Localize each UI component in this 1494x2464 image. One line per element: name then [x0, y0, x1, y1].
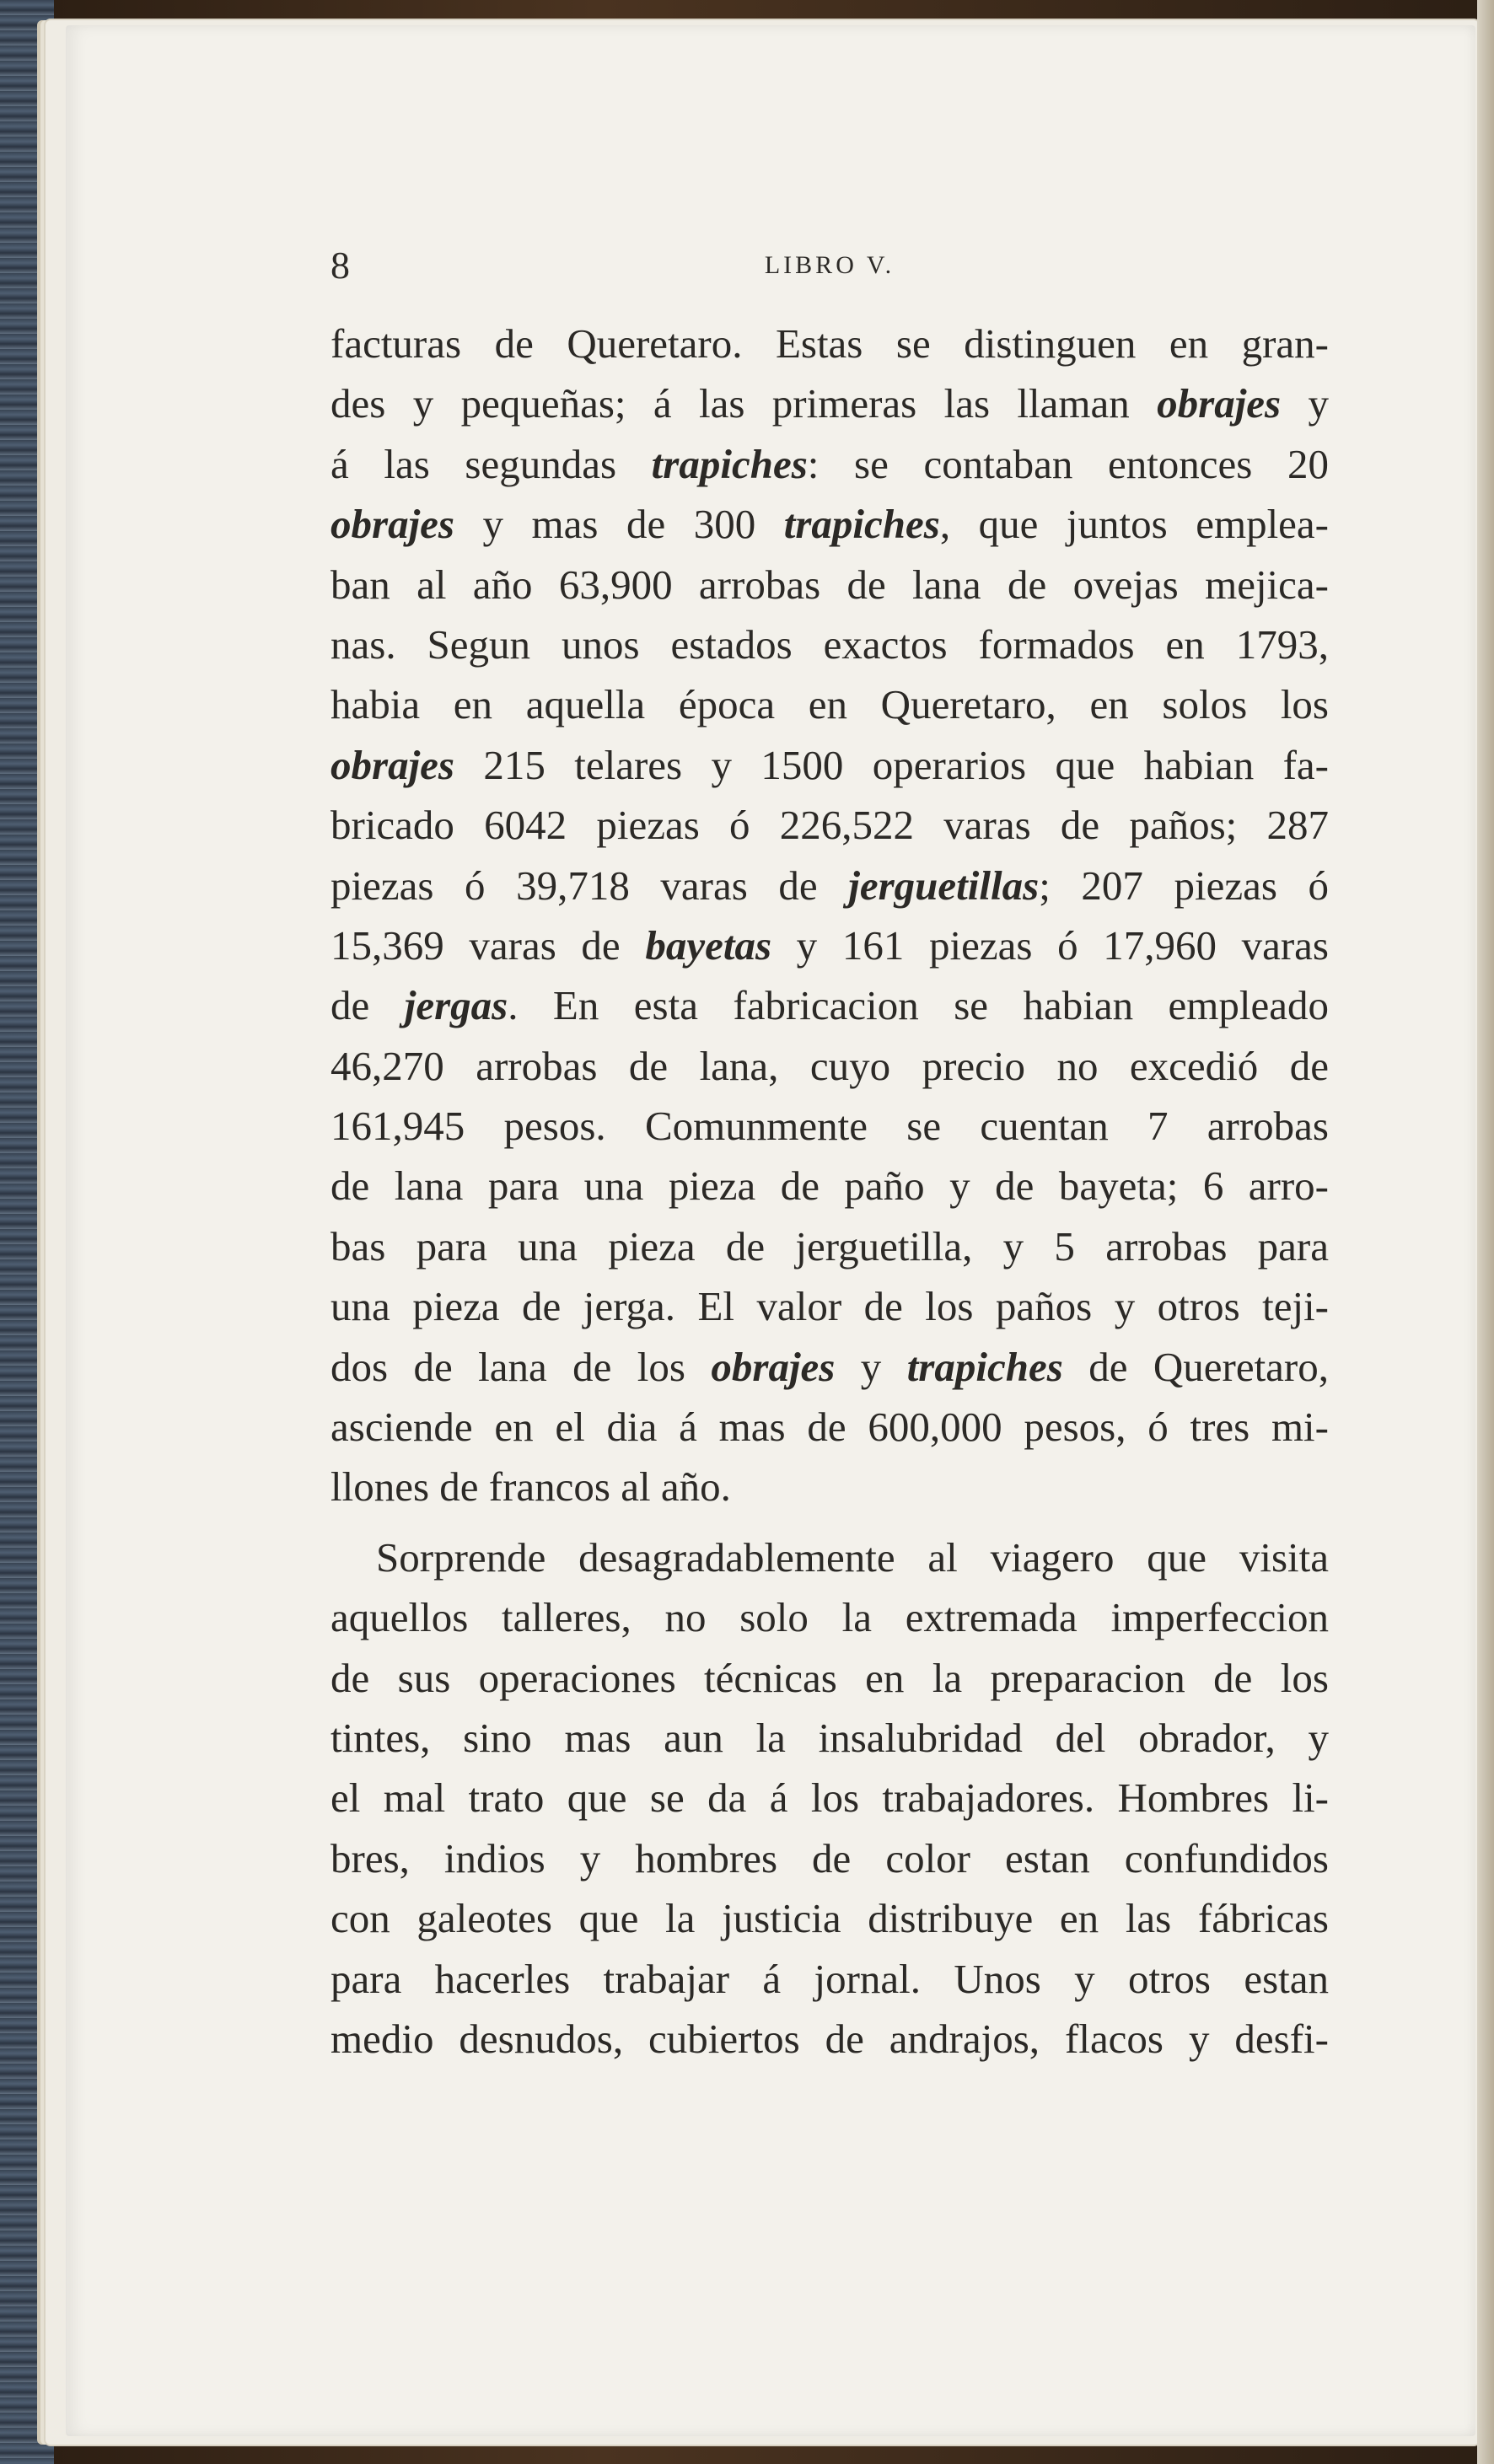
text-span: de Queretaro,	[1062, 1343, 1329, 1390]
text-line	[331, 1527, 1329, 1587]
text-span: ; 207 piezas ó	[1039, 862, 1329, 909]
italic-term: trapiches	[906, 1343, 1063, 1390]
text-span: asciende en el dia á mas de 600,000 pesos, ó tres mi-	[331, 1404, 1329, 1451]
text-span: aquellos talleres, no solo la extremada imperfeccion	[331, 1594, 1329, 1641]
text-line	[331, 1276, 1329, 1336]
text-span: una pieza de jerga. El valor de los paños y otros teji-	[331, 1283, 1329, 1330]
text-line	[331, 1708, 1329, 1768]
text-line	[331, 1036, 1329, 1096]
text-line	[331, 615, 1329, 674]
text-span: medio desnudos, cubiertos de andrajos, flacos y desfi-	[331, 2015, 1329, 2062]
text-span: des y pequeñas; á las primeras las llaman	[331, 380, 1158, 427]
running-head: LIBRO V.	[764, 251, 895, 279]
page-right-edge	[1477, 0, 1494, 2464]
text-line	[331, 735, 1329, 795]
text-line	[331, 373, 1329, 433]
text-line	[331, 1156, 1329, 1216]
italic-term: jergas	[404, 982, 508, 1029]
text-line	[331, 856, 1329, 915]
text-line	[331, 494, 1329, 554]
text-line	[331, 915, 1329, 975]
text-span: y 161 piezas ó 17,960 varas	[771, 921, 1329, 969]
italic-term: obrajes	[1157, 380, 1282, 427]
text-line	[331, 795, 1329, 855]
text-span: de sus operaciones técnicas en la preparacion de los	[331, 1654, 1329, 1701]
italic-term: obrajes	[331, 501, 454, 548]
text-span: nas. Segun unos estados exactos formados en 1793,	[331, 620, 1329, 668]
text-span: 161,945 pesos. Comunmente se cuentan 7 arrobas	[331, 1103, 1329, 1150]
text-line	[331, 1216, 1329, 1276]
text-line	[331, 314, 1329, 373]
text-span: facturas de Queretaro. Estas se distinguen en gran-	[331, 320, 1329, 367]
text-span: 215 telares y 1500 operarios que habian fa-	[454, 741, 1329, 788]
text-span: para hacerles trabajar á jornal. Unos y otros estan	[331, 1955, 1329, 2002]
text-line	[331, 1768, 1329, 1828]
italic-term: trapiches	[651, 440, 808, 487]
text-span: tintes, sino mas aun la insalubridad del obrador, y	[331, 1714, 1329, 1761]
text-span: el mal trato que se da á los trabajadores. Hombres li-	[331, 1774, 1329, 1822]
text-span: 15,369 varas de	[331, 921, 646, 969]
text-span: y	[1281, 380, 1329, 427]
text-line	[331, 1337, 1329, 1397]
text-span: piezas ó 39,718 varas de	[331, 862, 849, 909]
text-line	[331, 1648, 1329, 1708]
text-line	[331, 434, 1329, 494]
italic-term: obrajes	[711, 1343, 836, 1390]
italic-term: trapiches	[783, 501, 940, 548]
text-span: de	[331, 982, 405, 1029]
text-span: 46,270 arrobas de lana, cuyo precio no excedió de	[331, 1042, 1329, 1089]
text-span: y mas de 300	[454, 501, 784, 548]
text-line	[331, 1397, 1329, 1457]
text-span: bres, indios y hombres de color estan confundidos	[331, 1834, 1329, 1882]
page-header	[331, 243, 1329, 293]
text-line	[331, 975, 1329, 1035]
page-number: 8	[331, 244, 350, 287]
text-line	[331, 1587, 1329, 1647]
text-span: bricado 6042 piezas ó 226,522 varas de paños; 287	[331, 802, 1329, 849]
text-span: , que juntos emplea-	[939, 501, 1329, 548]
text-span: . En esta fabricacion se habian empleado	[508, 982, 1330, 1029]
text-line	[331, 1888, 1329, 1948]
text-line	[331, 555, 1329, 615]
text-span: dos de lana de los	[331, 1343, 712, 1390]
text-line	[331, 674, 1329, 734]
text-line	[331, 1828, 1329, 1888]
italic-term: bayetas	[645, 921, 772, 969]
text-line	[331, 1949, 1329, 2009]
body-text	[331, 314, 1329, 2069]
text-line	[331, 1096, 1329, 1156]
italic-term: jerguetillas	[848, 862, 1040, 909]
text-span: llones de francos al año.	[331, 1463, 731, 1511]
italic-term: obrajes	[331, 741, 454, 788]
text-span: habia en aquella época en Queretaro, en solos los	[331, 681, 1329, 728]
text-span: de lana para una pieza de paño y de bayeta; 6 arro-	[331, 1162, 1329, 1210]
text-line	[331, 2009, 1329, 2069]
text-span: con galeotes que la justicia distribuye en las fábricas	[331, 1895, 1329, 1942]
text-span: bas para una pieza de jerguetilla, y 5 arrobas para	[331, 1222, 1329, 1270]
text-line	[331, 1457, 1329, 1517]
text-span: Sorprende desagradablemente al viagero que visita	[376, 1533, 1329, 1581]
paragraph-gap	[331, 1517, 1329, 1527]
text-span: á las segundas	[331, 440, 652, 487]
text-span: y	[835, 1343, 907, 1390]
text-span: ban al año 63,900 arrobas de lana de ovejas mejica-	[331, 561, 1329, 608]
text-span: : se contaban entonces 20	[807, 440, 1329, 487]
